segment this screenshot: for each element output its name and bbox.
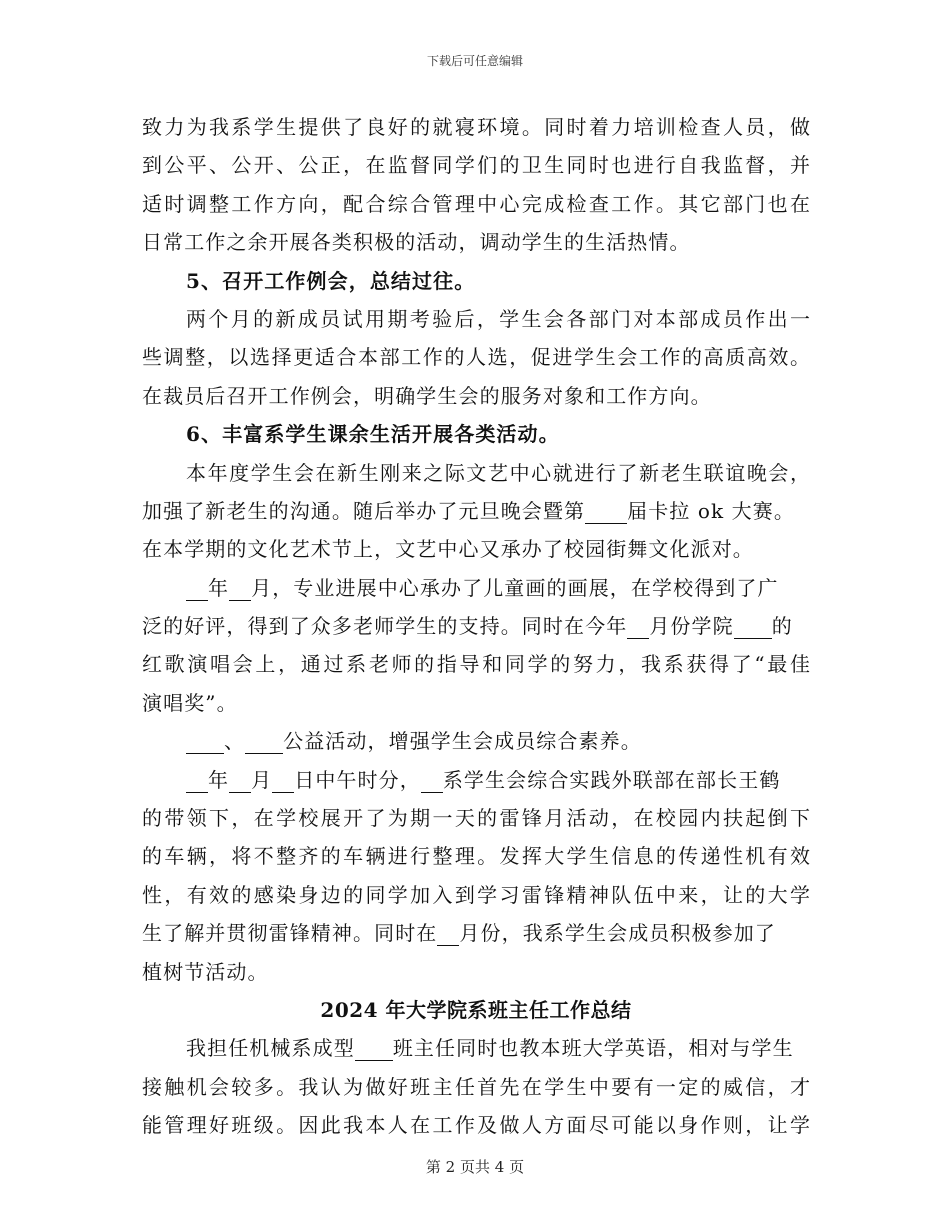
- section-heading-5: 5、召开工作例会，总结过往。: [186, 268, 476, 293]
- paragraph-line: [142, 492, 810, 530]
- text-span: 月份，我系学生会成员积极参加了: [459, 921, 776, 946]
- paragraph-line: [142, 1029, 810, 1067]
- blank-underline: [272, 768, 294, 793]
- text-span: 月: [251, 767, 273, 792]
- paragraph-line: 植树节活动。: [142, 959, 269, 984]
- text-span: 的: [771, 614, 793, 639]
- paragraph-line: [142, 761, 810, 799]
- text-span: 年: [208, 767, 230, 792]
- blank-underline: [421, 768, 443, 793]
- paragraph-line: 些调整，以选择更适合本部工作的人选，促进学生会工作的高质高效。: [142, 345, 810, 370]
- text-span: 公益活动，增强学生会成员综合素养。: [283, 729, 642, 754]
- paragraph-line: 在本学期的文化艺术节上，文艺中心又承办了校园街舞文化派对。: [142, 537, 754, 562]
- blank-underline: [186, 576, 208, 601]
- text-span: 月，专业进展中心承办了儿童画的画展，在学校得到了广: [251, 575, 779, 600]
- blank-underline: [245, 729, 283, 754]
- text-span: 、: [224, 729, 246, 754]
- paragraph-line: 致力为我系学生提供了良好的就寝环境。同时着力培训检查人员，做: [142, 115, 810, 139]
- paragraph-line: [142, 914, 810, 952]
- text-span: 系学生会综合实践外联部在部长王鹤: [442, 767, 781, 792]
- paragraph-line: [142, 569, 810, 607]
- section-heading-6: 6、丰富系学生课余生活开展各类活动。: [186, 422, 560, 447]
- text-span: 我担任机械系成型: [186, 1036, 355, 1061]
- section-heading-7: [142, 722, 810, 760]
- paragraph-line: 适时调整工作方向，配合综合管理中心完成检查工作。其它部门也在: [142, 191, 810, 216]
- blank-underline: [585, 499, 627, 524]
- page-footer: 第 2 页共 4 页: [425, 1158, 525, 1176]
- blank-underline: [627, 614, 649, 639]
- blank-underline: [186, 729, 224, 754]
- blank-underline: [186, 768, 208, 793]
- text-span: 届卡拉 ok 大赛。: [627, 498, 795, 523]
- paragraph-line: 在裁员后召开工作例会，明确学生会的服务对象和工作方向。: [142, 383, 712, 408]
- text-span: 泛的好评，得到了众多老师学生的支持。同时在今年: [142, 614, 628, 639]
- blank-underline: [437, 921, 459, 946]
- text-span: 年: [208, 575, 230, 600]
- paragraph-line: 日常工作之余开展各类积极的活动，调动学生的生活热情。: [142, 230, 691, 255]
- text-span: 生了解并贯彻雷锋精神。同时在: [142, 921, 438, 946]
- document-body: [142, 108, 810, 1145]
- blank-underline: [229, 768, 251, 793]
- blank-underline: [229, 576, 251, 601]
- text-span: 班主任同时也教本班大学英语，相对与学生: [392, 1036, 794, 1061]
- paragraph-line: 演唱奖”。: [142, 690, 238, 715]
- section-title: 2024 年大学院系班主任工作总结: [320, 997, 632, 1022]
- text-span: 日中午时分，: [294, 767, 421, 792]
- paragraph-line: 本年度学生会在新生刚来之际文艺中心就进行了新老生联谊晚会，: [186, 460, 810, 485]
- paragraph-line: [142, 607, 810, 645]
- text-span: 月份学院: [649, 614, 734, 639]
- blank-underline: [734, 614, 772, 639]
- paragraph-line: 的带领下，在学校展开了为期一天的雷锋月活动，在校园内扶起倒下: [142, 806, 810, 831]
- paragraph-line: 能管理好班级。因此我本人在工作及做人方面尽可能以身作则，让学: [142, 1113, 810, 1138]
- page-header: 下载后可任意编辑: [426, 54, 523, 68]
- text-span: 加强了新老生的沟通。随后举办了元旦晚会暨第: [142, 498, 586, 523]
- paragraph-line: 到公平、公开、公正，在监督同学们的卫生同时也进行自我监督，并: [142, 153, 810, 178]
- paragraph-line: 性，有效的感染身边的同学加入到学习雷锋精神队伍中来，让的大学: [142, 882, 810, 907]
- paragraph-line: 接触机会较多。我认为做好班主任首先在学生中要有一定的威信，才: [142, 1074, 810, 1099]
- paragraph-line: 的车辆，将不整齐的车辆进行整理。发挥大学生信息的传递性机有效: [142, 844, 810, 869]
- blank-underline: [355, 1036, 393, 1061]
- paragraph-line: 红歌演唱会上，通过系老师的指导和同学的努力，我系获得了“最佳: [142, 652, 810, 677]
- paragraph-line: 两个月的新成员试用期考验后，学生会各部门对本部成员作出一: [186, 306, 810, 331]
